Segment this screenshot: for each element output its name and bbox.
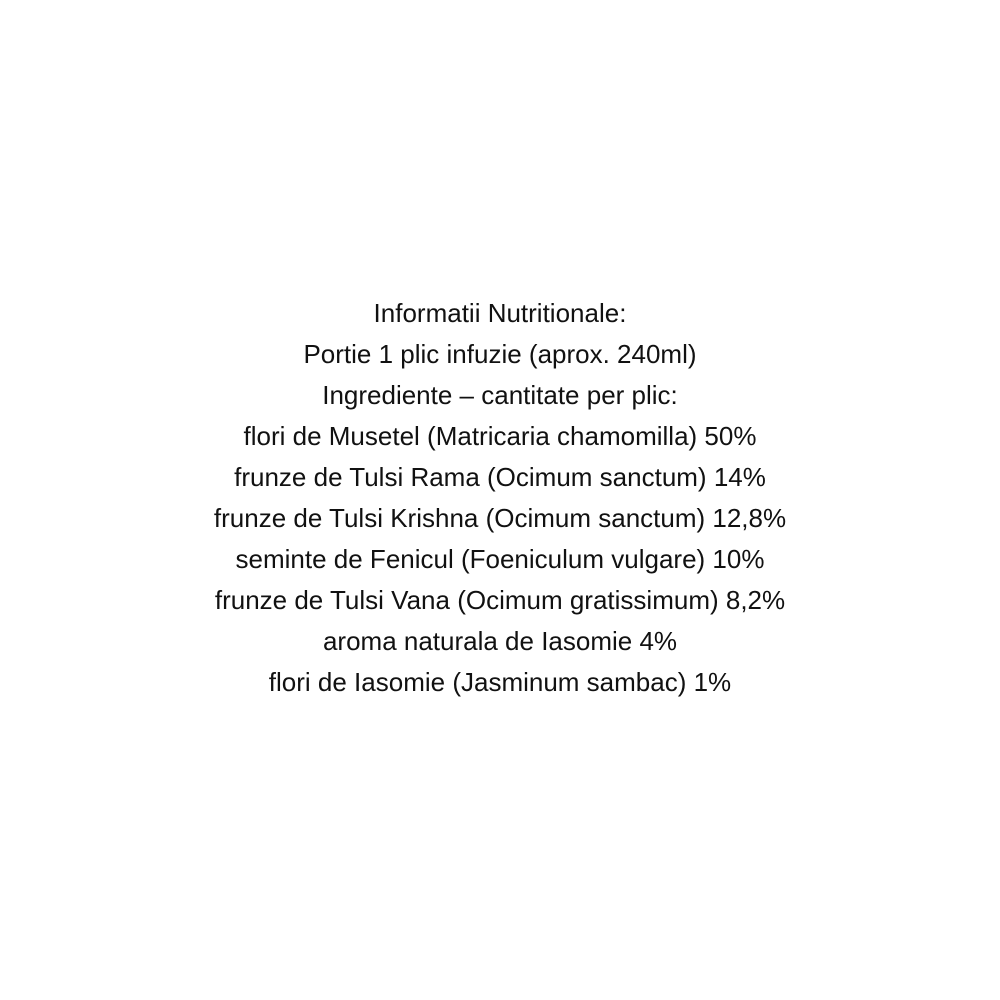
ingredient-item: frunze de Tulsi Rama (Ocimum sanctum) 14% (234, 462, 766, 492)
nutrition-label (0, 293, 1000, 703)
ingredients-heading: Ingrediente – cantitate per plic: (322, 380, 678, 410)
ingredient-item: frunze de Tulsi Krishna (Ocimum sanctum) 12,8% (213, 503, 787, 533)
ingredient-item: seminte de Fenicul (Foeniculum vulgare) 10% (235, 544, 765, 574)
ingredient-item: flori de Musetel (Matricaria chamomilla) 50% (243, 421, 757, 451)
ingredient-item: flori de Iasomie (Jasminum sambac) 1% (268, 667, 732, 697)
nutrition-heading: Informatii Nutritionale: (373, 298, 627, 328)
serving-size: Portie 1 plic infuzie (aprox. 240ml) (303, 339, 697, 369)
ingredient-item: frunze de Tulsi Vana (Ocimum gratissimum) 8,2% (214, 585, 786, 615)
ingredient-item: aroma naturala de Iasomie 4% (322, 626, 678, 656)
